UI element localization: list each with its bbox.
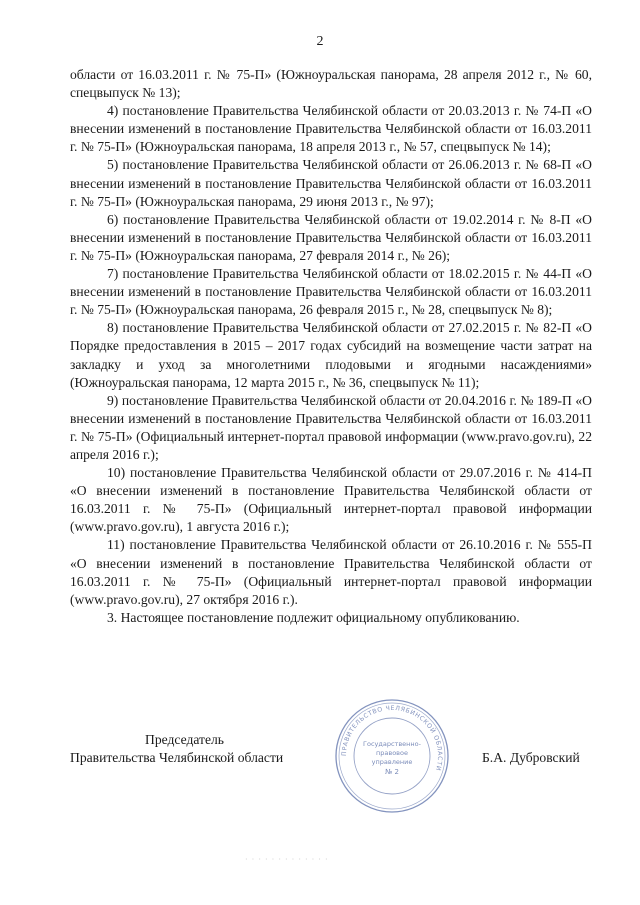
seal-center-line3: управление [371, 758, 413, 766]
list-item: 7) постановление Правительства Челябинской области от 18.02.2015 г. № 44-П «О внесении изменений в постановление Правительства Челябинской области от 16.03.2011 г. № 75-П» (Южноуральская панорама, 26 февраля 2015 г., № 28, спецвыпуск № 8); [70, 266, 592, 318]
list-item: 9) постановление Правительства Челябинской области от 20.04.2016 г. № 189-П «О внесении изменений в постановление Правительства Челябинской области от 16.03.2011 г. № 75-П» (Официальный интернет-портал правовой информации (www.pravo.gov.ru), 22 апреля 2016 г.); [70, 392, 592, 462]
seal-center-line1: Государственно- [363, 740, 421, 748]
document-body [70, 66, 592, 627]
list-item: 11) постановление Правительства Челябинской области от 26.10.2016 г. № 555-П «О внесении изменений в постановление Правительства Челябинской области от 16.03.2011 г. № 75-П» (Официальный интернет-портал правовой информации (www.pravo.gov.ru), 27 октября 2016 г.). [70, 537, 592, 607]
list-item: 5) постановление Правительства Челябинской области от 26.06.2013 г. № 68-П «О внесении изменений в постановление Правительства Челябинской области от 16.03.2011 г. № 75-П» (Южноуральская панорама, 29 июня 2013 г., № 97); [70, 157, 592, 209]
signatory-title-line1: Председатель [145, 732, 224, 747]
signatory-name: Б.А. Дубровский [482, 750, 580, 765]
list-item: 10) постановление Правительства Челябинской области от 29.07.2016 г. № 414-П «О внесении изменений в постановление Правительства Челябинской области от 16.03.2011 г. № 75-П» (Официальный интернет-портал правовой информации (www.pravo.gov.ru), 1 августа 2016 г.); [70, 465, 592, 535]
faint-scan-mark: · · · · · · · · · · · · · [245, 855, 329, 864]
seal-center-line4: № 2 [385, 768, 399, 776]
signatory-title [70, 731, 283, 767]
signatory-title-line2: Правительства Челябинской области [70, 750, 284, 765]
list-item: 8) постановление Правительства Челябинской области от 27.02.2015 г. № 82-П «О Порядке предоставления в 2015 – 2017 годах субсидий на возмещение части затрат на закладку и уход за многолетними плодовыми и ягодными насаждениями» (Южноуральская панорама, 12 марта 2015 г., № 36, спецвыпуск № 11); [70, 320, 592, 390]
list-item: 6) постановление Правительства Челябинской области от 19.02.2014 г. № 8-П «О внесении изменений в постановление Правительства Челябинской области от 16.03.2011 г. № 75-П» (Южноуральская панорама, 27 февраля 2014 г., № 26); [70, 211, 592, 263]
paragraph-continuation: области от 16.03.2011 г. № 75-П» (Южноуральская панорама, 28 апреля 2012 г., № 60, спецвыпуск № 13); [70, 67, 592, 101]
seal-ring-text: ПРАВИТЕЛЬСТВО ЧЕЛЯБИНСКОЙ ОБЛАСТИ [340, 704, 444, 772]
seal-center-line2: правовое [376, 749, 408, 757]
list-item: 4) постановление Правительства Челябинской области от 20.03.2013 г. № 74-П «О внесении изменений в постановление Правительства Челябинской области от 16.03.2011 г. № 75-П» (Южноуральская панорама, 18 апреля 2013 г., № 57, спецвыпуск № 14); [70, 103, 592, 155]
page-number: 2 [316, 34, 324, 49]
official-seal-stamp [333, 697, 451, 815]
final-clause: 3. Настоящее постановление подлежит официальному опубликованию. [107, 609, 520, 625]
